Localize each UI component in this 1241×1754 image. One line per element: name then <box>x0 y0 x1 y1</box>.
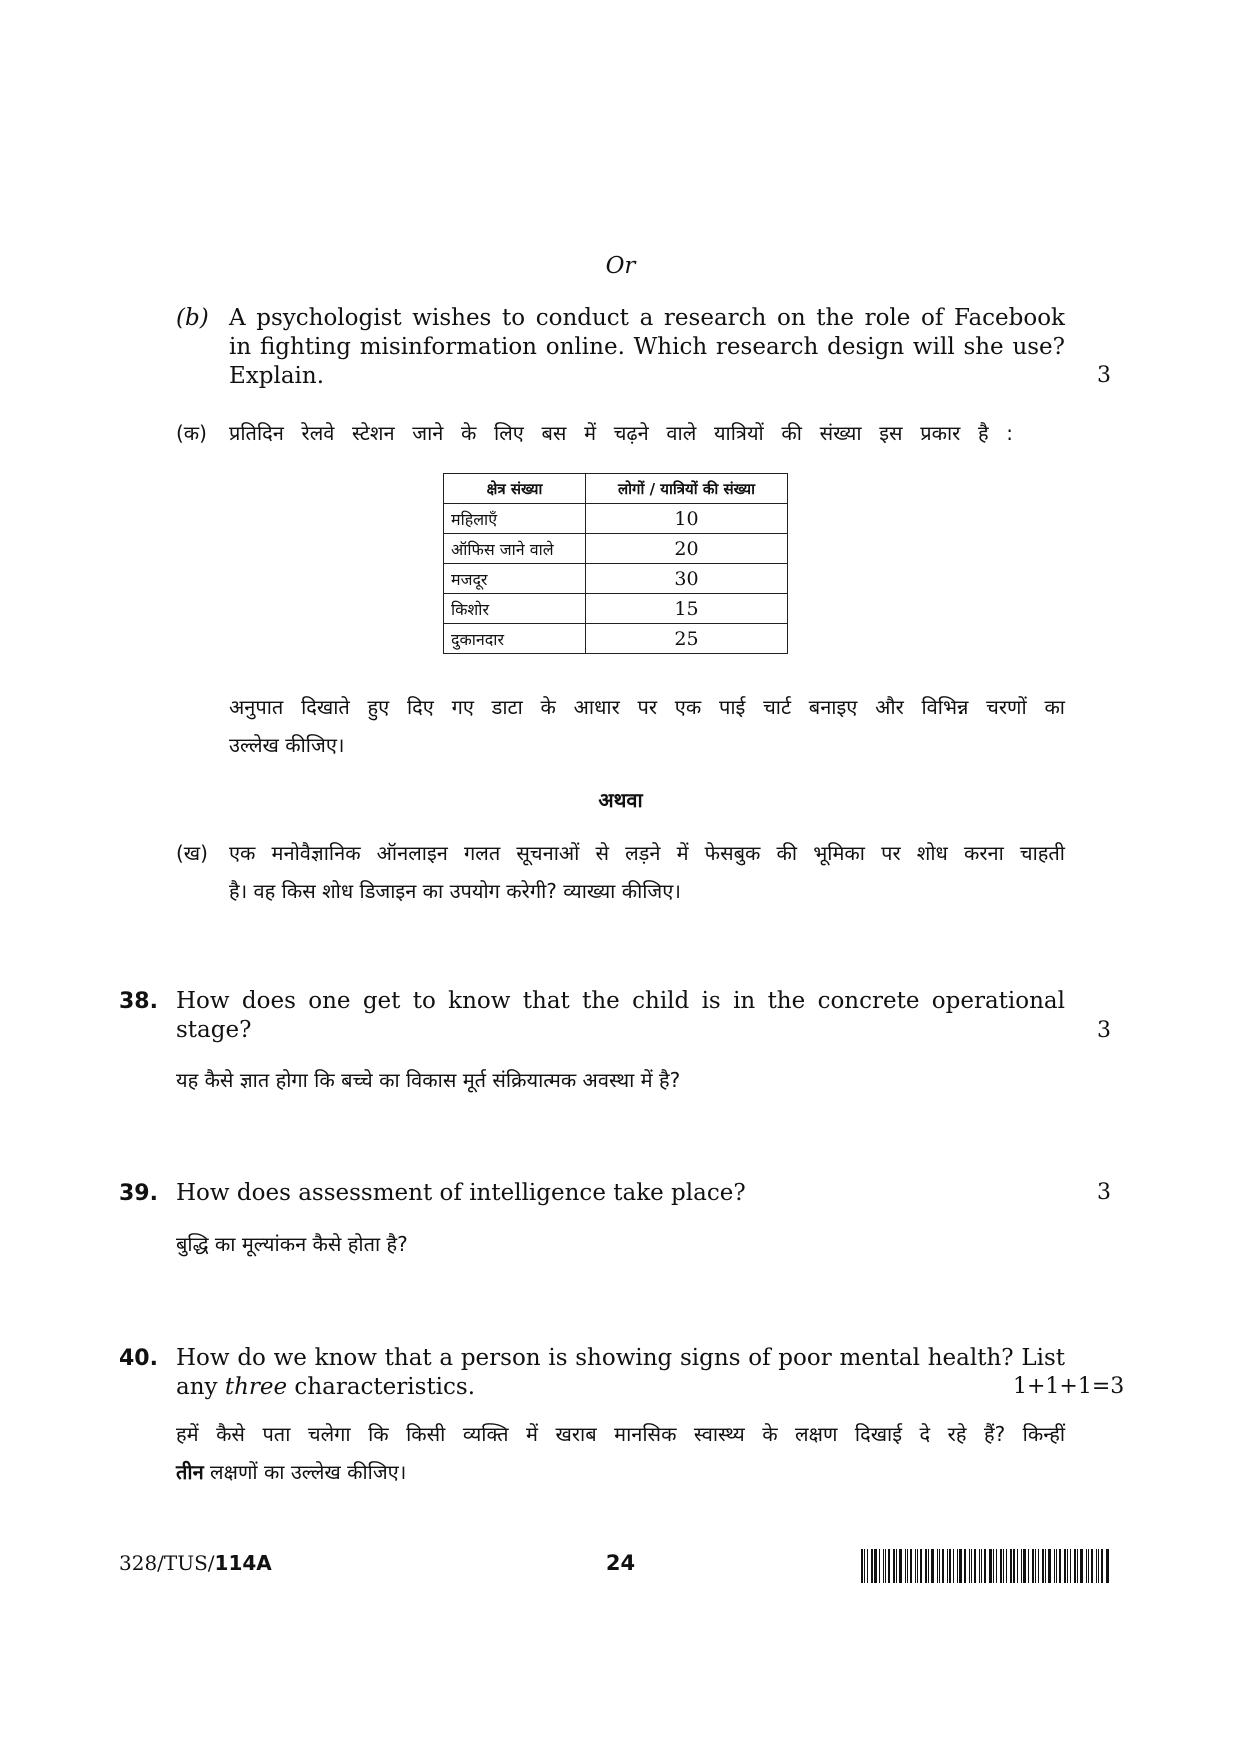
page-number: 24 <box>605 1551 636 1575</box>
barcode-bar <box>1000 1549 1002 1583</box>
question-line: How does one get to know that the child is in the concrete operational <box>176 988 1065 1014</box>
barcode-bar <box>947 1549 948 1583</box>
option-b-line: A psychologist wishes to conduct a research on the role of Facebook <box>229 305 1065 331</box>
barcode-bar <box>1074 1549 1076 1583</box>
barcode-bar <box>1028 1549 1029 1583</box>
barcode-bar <box>1098 1549 1099 1583</box>
table-row <box>444 534 788 564</box>
barcode-bar <box>1080 1549 1083 1583</box>
question-number: 38. <box>119 989 158 1014</box>
barcode-bar <box>1021 1549 1022 1583</box>
barcode-bar <box>864 1549 865 1583</box>
question-40 <box>176 1344 1065 1402</box>
barcode-bar <box>937 1549 938 1583</box>
barcode-bar <box>1017 1549 1018 1583</box>
barcode-bar <box>1106 1549 1109 1583</box>
question-38-hindi: यह कैसे ज्ञात होगा कि बच्चे का विकास मूर्त संक्रियात्मक अवस्था में है? <box>176 1068 681 1092</box>
passenger-table <box>443 473 788 654</box>
barcode-bar <box>896 1549 897 1583</box>
question-39-hindi: बुद्धि का मूल्यांकन कैसे होता है? <box>176 1232 408 1256</box>
barcode-bar <box>1067 1549 1068 1583</box>
table-header: क्षेत्र संख्या <box>444 474 586 504</box>
table-cell: 15 <box>586 594 788 624</box>
barcode-bar <box>939 1549 940 1583</box>
barcode-bar <box>1077 1549 1078 1583</box>
barcode-bar <box>874 1549 877 1583</box>
question-line: stage? <box>176 1017 252 1043</box>
barcode-bar <box>979 1549 980 1583</box>
barcode-bar <box>1032 1549 1034 1583</box>
barcode-bar <box>1003 1549 1004 1583</box>
question-line <box>176 1373 1065 1402</box>
barcode-bar <box>942 1549 944 1583</box>
barcode-bar <box>1038 1549 1039 1583</box>
barcode-bar <box>984 1549 986 1583</box>
text: characteristics. <box>287 1374 476 1400</box>
barcode-bar <box>915 1549 916 1583</box>
barcode-bar <box>917 1549 918 1583</box>
barcode-bar <box>1059 1549 1061 1583</box>
barcode-bar <box>1042 1549 1044 1583</box>
barcode-bar <box>888 1549 890 1583</box>
barcode-bar <box>879 1549 880 1583</box>
barcode <box>861 1549 1126 1583</box>
barcode-bar <box>1086 1549 1087 1583</box>
barcode-bar <box>949 1549 951 1583</box>
option-b-line: in fighting misinformation online. Which research design will she use? <box>229 334 1065 360</box>
barcode-bar <box>964 1549 966 1583</box>
barcode-bar <box>974 1549 976 1583</box>
option-ka-instruction <box>229 688 1065 764</box>
barcode-bar <box>1013 1549 1015 1583</box>
table-row <box>444 594 788 624</box>
table-cell: 10 <box>586 504 788 534</box>
barcode-bar <box>899 1549 902 1583</box>
kha-line: है। वह किस शोध डिजाइन का उपयोग करेगी? व्याख्या कीजिए। <box>229 879 681 903</box>
barcode-bar <box>959 1549 962 1583</box>
barcode-bar <box>989 1549 992 1583</box>
barcode-bar <box>907 1549 908 1583</box>
hindi-line <box>176 1453 1065 1491</box>
table-cell: किशोर <box>444 594 586 624</box>
barcode-bar <box>953 1549 954 1583</box>
emphasis: three <box>224 1374 288 1400</box>
table-row <box>444 504 788 534</box>
barcode-bar <box>905 1549 906 1583</box>
barcode-bar <box>928 1549 929 1583</box>
option-kha-question <box>229 834 1065 910</box>
barcode-bar <box>1088 1549 1089 1583</box>
instruction-line: उल्लेख कीजिए। <box>229 733 345 757</box>
hindi-line: हमें कैसे पता चलेगा कि किसी व्यक्ति में खराब मानसिक स्वास्थ्य के लक्षण दिखाई दे रहे हैं? किन्हीं <box>176 1422 1065 1446</box>
question-number: 39. <box>119 1181 158 1206</box>
option-b-label: (b) <box>176 305 209 331</box>
option-b-question <box>229 304 1065 391</box>
table-header: लोगों / यात्रियों की संख्या <box>586 474 788 504</box>
option-ka-text: प्रतिदिन रेलवे स्टेशन जाने के लिए बस में चढ़ने वाले यात्रियों की संख्या इस प्रकार है : <box>229 421 1013 445</box>
barcode-bar <box>1096 1549 1097 1583</box>
athva-divider: अथवा <box>598 788 643 812</box>
barcode-bar <box>931 1549 934 1583</box>
barcode-bar <box>1091 1549 1093 1583</box>
barcode-bar <box>981 1549 982 1583</box>
table-cell: ऑफिस जाने वाले <box>444 534 586 564</box>
barcode-bar <box>1045 1549 1046 1583</box>
barcode-bar <box>1006 1549 1007 1583</box>
table-cell: मजदूर <box>444 564 586 594</box>
option-b-line: Explain. <box>229 363 325 389</box>
question-40-marks: 1+1+1=3 <box>1013 1374 1125 1399</box>
barcode-bar <box>1023 1549 1026 1583</box>
barcode-bar <box>957 1549 958 1583</box>
barcode-bar <box>871 1549 873 1583</box>
option-kha-label: (ख) <box>176 841 208 865</box>
barcode-bar <box>861 1549 863 1583</box>
question-40-hindi <box>176 1415 1065 1491</box>
barcode-bar <box>883 1549 884 1583</box>
option-ka-label: (क) <box>176 421 207 445</box>
barcode-bar <box>1035 1549 1036 1583</box>
option-b-marks: 3 <box>1097 363 1111 388</box>
text: any <box>176 1374 225 1400</box>
barcode-bar <box>920 1549 922 1583</box>
barcode-bar <box>1101 1549 1103 1583</box>
barcode-bar <box>867 1549 868 1583</box>
kha-line: एक मनोवैज्ञानिक ऑनलाइन गलत सूचनाओं से लड़ने में फेसबुक की भूमिका पर शोध करना चाहती <box>229 841 1065 865</box>
instruction-line: अनुपात दिखाते हुए दिए गए डाटा के आधार पर एक पाई चार्ट बनाइए और विभिन्न चरणों का <box>229 695 1065 719</box>
question-number: 40. <box>119 1346 158 1371</box>
barcode-bar <box>1010 1549 1012 1583</box>
question-39: How does assessment of intelligence take place? <box>176 1180 746 1206</box>
table-cell: महिलाएँ <box>444 504 586 534</box>
barcode-bar <box>885 1549 886 1583</box>
barcode-bar <box>971 1549 972 1583</box>
table-cell: 30 <box>586 564 788 594</box>
question-39-marks: 3 <box>1097 1180 1111 1205</box>
question-line: How do we know that a person is showing signs of poor mental health? List <box>176 1345 1065 1371</box>
barcode-bar <box>893 1549 895 1583</box>
table-row <box>444 624 788 654</box>
paper-code-prefix: 328/TUS/ <box>119 1551 215 1575</box>
table-header-row <box>444 474 788 504</box>
table-cell: दुकानदार <box>444 624 586 654</box>
barcode-bar <box>1056 1549 1057 1583</box>
barcode-bar <box>910 1549 912 1583</box>
paper-code-bold: 114A <box>214 1551 272 1575</box>
emphasis: तीन <box>176 1460 204 1484</box>
or-divider: Or <box>605 253 636 279</box>
barcode-bar <box>969 1549 970 1583</box>
question-38-marks: 3 <box>1097 1018 1111 1043</box>
barcode-bar <box>1054 1549 1055 1583</box>
barcode-bar <box>993 1549 994 1583</box>
table-cell: 25 <box>586 624 788 654</box>
question-38 <box>176 987 1065 1045</box>
barcode-bar <box>1064 1549 1066 1583</box>
barcode-bar <box>1070 1549 1071 1583</box>
table-cell: 20 <box>586 534 788 564</box>
table-row <box>444 564 788 594</box>
text: लक्षणों का उल्लेख कीजिए। <box>203 1460 407 1484</box>
barcode-bar <box>925 1549 927 1583</box>
barcode-bar <box>1048 1549 1051 1583</box>
barcode-bar <box>996 1549 997 1583</box>
